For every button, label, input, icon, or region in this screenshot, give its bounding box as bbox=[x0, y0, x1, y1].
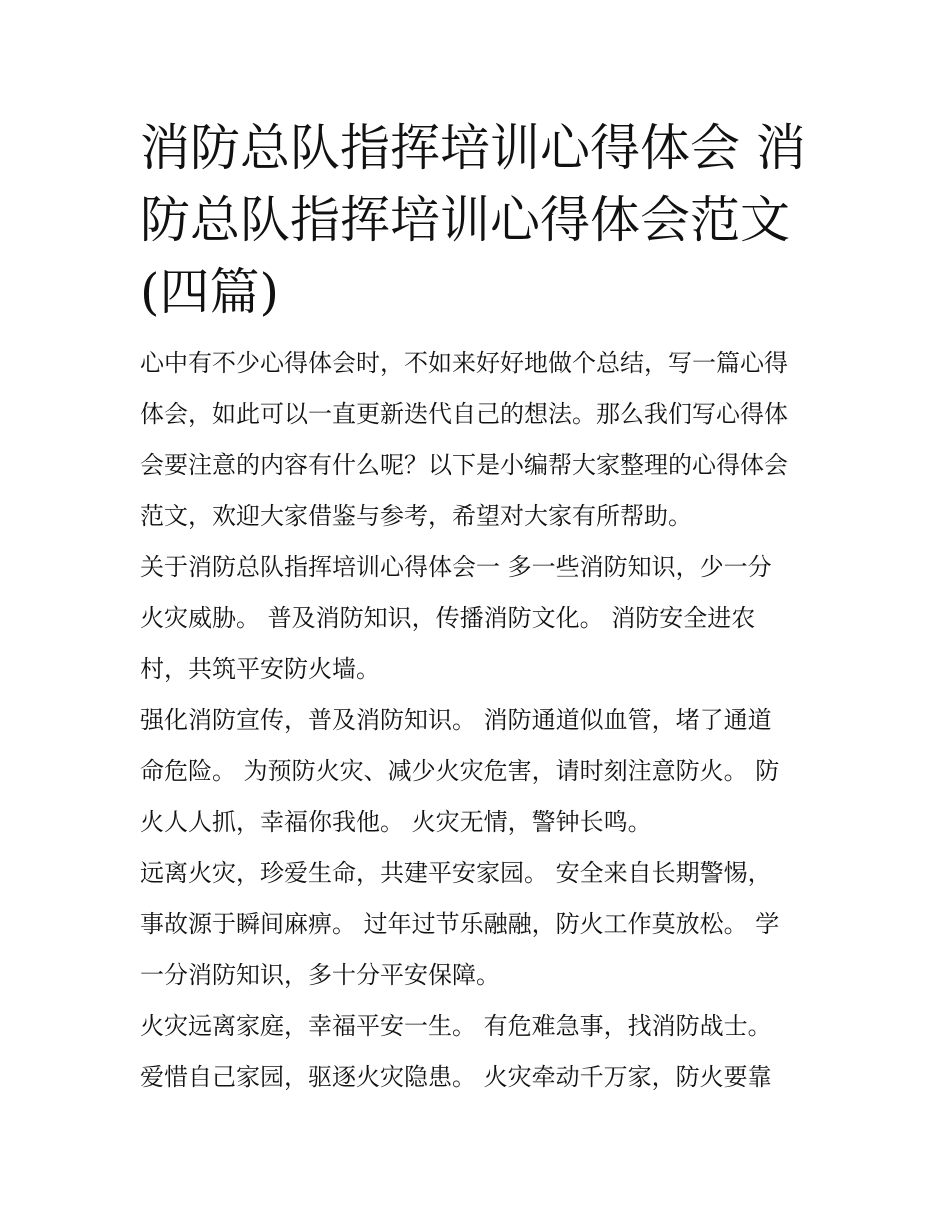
document-content bbox=[140, 112, 830, 1103]
text-line: 村，共筑平安防火墙。 bbox=[140, 655, 380, 683]
text-line: 强化消防宣传，普及消防知识。 消防通道似血管，堵了通道 bbox=[140, 706, 772, 734]
text-line: 火人人抓，幸福你我他。 火灾无情，警钟长鸣。 bbox=[140, 808, 652, 836]
text-line: 火灾威胁。 普及消防知识，传播消防文化。 消防安全进农 bbox=[140, 604, 756, 632]
text-line: 火灾远离家庭，幸福平安一生。 有危难急事，找消防战士。 bbox=[140, 1012, 772, 1040]
document-title bbox=[140, 112, 830, 328]
text-line: 爱惜自己家园，驱逐火灾隐患。 火灾牵动千万家，防火要靠 bbox=[140, 1063, 772, 1091]
text-line: 体会，如此可以一直更新迭代自己的想法。那么我们写心得体 bbox=[140, 400, 788, 428]
text-line: 命危险。 为预防火灾、减少火灾危害，请时刻注意防火。 防 bbox=[140, 757, 780, 785]
body-paragraph bbox=[140, 542, 830, 695]
text-line: 会要注意的内容有什么呢？以下是小编帮大家整理的心得体会 bbox=[140, 451, 788, 479]
text-line: 范文，欢迎大家借鉴与参考，希望对大家有所帮助。 bbox=[140, 502, 692, 530]
text-line: 一分消防知识，多十分平安保障。 bbox=[140, 961, 500, 989]
title-line: (四篇) bbox=[140, 263, 280, 321]
intro-paragraph bbox=[140, 338, 830, 542]
text-line: 事故源于瞬间麻痹。 过年过节乐融融，防火工作莫放松。 学 bbox=[140, 910, 780, 938]
text-line: 关于消防总队指挥培训心得体会一 多一些消防知识，少一分 bbox=[140, 553, 772, 581]
text-line: 远离火灾，珍爱生命，共建平安家园。 安全来自长期警惕， bbox=[140, 859, 772, 887]
title-line: 消防总队指挥培训心得体会 消 bbox=[140, 119, 806, 177]
body-paragraph bbox=[140, 1001, 830, 1103]
body-paragraph bbox=[140, 695, 830, 848]
title-line: 防总队指挥培训心得体会范文 bbox=[140, 191, 790, 249]
body-paragraph bbox=[140, 848, 830, 1001]
text-line: 心中有不少心得体会时，不如来好好地做个总结，写一篇心得 bbox=[140, 349, 788, 377]
document-body bbox=[140, 338, 830, 1103]
